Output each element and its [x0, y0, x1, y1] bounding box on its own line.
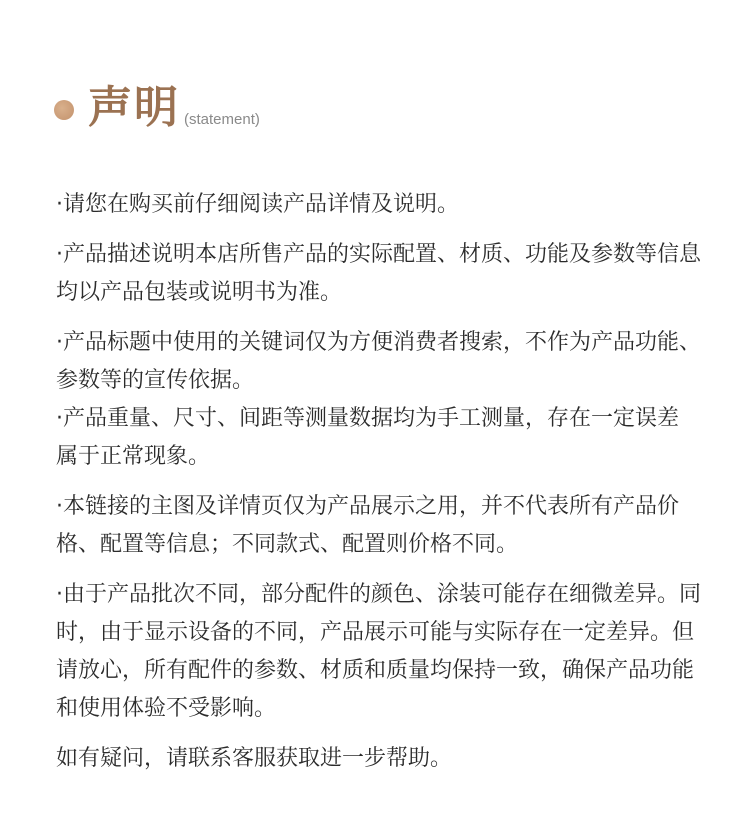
statement-paragraph: ·产品重量、尺寸、间距等测量数据均为手工测量，存在一定误差 属于正常现象。 [56, 406, 679, 469]
contact-note: 如有疑问，请联系客服获取进一步帮助。 [56, 746, 453, 771]
page-subtitle: (statement) [184, 111, 260, 128]
statement-paragraph: ·本链接的主图及详情页仅为产品展示之用，并不代表所有产品价格、配置等信息；不同款式、配置则价格不同。 [56, 494, 679, 557]
statement-paragraph: ·产品标题中使用的关键词仅为方便消费者搜索，不作为产品功能、参数等的宣传依据。 [56, 330, 701, 393]
statement-paragraph: ·产品描述说明本店所售产品的实际配置、材质、功能及参数等信息均以产品包装或说明书为准。 [56, 242, 701, 305]
statement-header [54, 80, 260, 136]
page-title: 声明 [88, 82, 180, 133]
statement-body [56, 186, 706, 790]
statement-paragraph: ·请您在购买前仔细阅读产品详情及说明。 [56, 192, 459, 217]
statement-paragraph: ·由于产品批次不同，部分配件的颜色、涂装可能存在细微差异。同时，由于显示设备的不同，产品展示可能与实际存在一定差异。但请放心，所有配件的参数、材质和质量均保持一致，确保产品功能和使用体验不受影响。 [56, 582, 701, 721]
bullet-dot-icon [54, 100, 74, 120]
